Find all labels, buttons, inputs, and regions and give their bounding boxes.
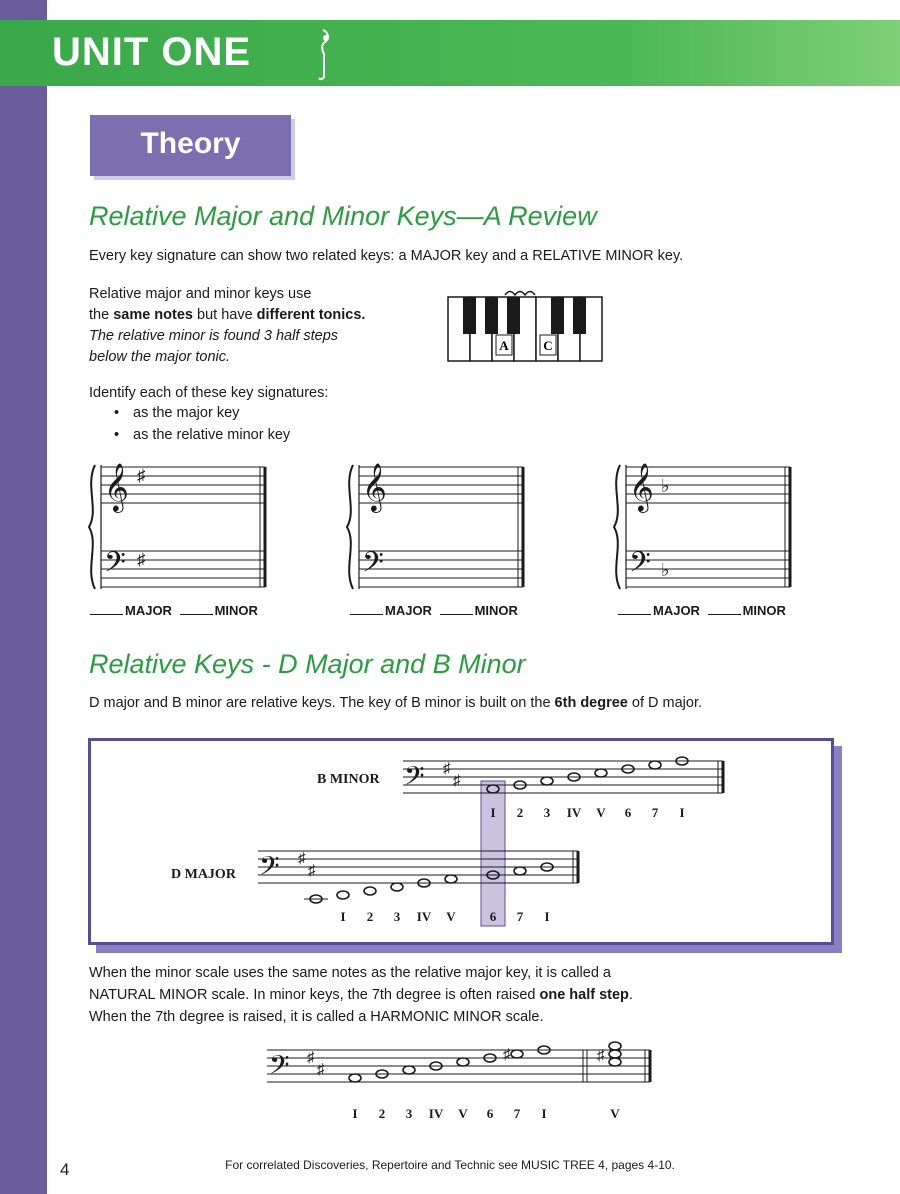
section2-text-pre: D major and B minor are relative keys. The key of B minor is built on the [89,695,555,711]
section2-text-bold: 6th degree [554,695,628,711]
answer-blank-minor-2[interactable] [440,614,473,615]
sharp-bass-1: ♯ [137,550,146,569]
d-major-degree-7: 7 [516,909,524,924]
harmonic-degree-7: 7 [513,1106,521,1121]
b-minor-label: B MINOR [317,772,380,787]
footer-note: For correlated Discoveries, Repertoire and Technic see MUSIC TREE 4, pages 4-10. [225,1158,675,1172]
section3-line1: When the minor scale uses the same notes as the relative major key, it is called a [89,965,611,981]
harmonic-degree-4: IV [428,1106,444,1121]
harmonic-minor-staff [265,1040,665,1125]
answer-labels-1 [90,603,258,618]
section3-line2-post: . [628,987,633,1003]
bullet-minor: • as the relative minor key [133,427,290,443]
flat-treble-3: ♭ [661,476,670,496]
b-minor-degree-6: 6 [624,805,632,820]
d-major-degree-1: I [340,909,346,924]
label-major-1: MAJOR [125,603,172,618]
page-number: 4 [60,1160,70,1179]
b-minor-degree-7: 7 [651,805,659,820]
svg-text:♯: ♯ [317,1062,325,1078]
para-line2-mid: but have [192,307,257,323]
section3-line3: When the 7th degree is raised, it is called a HARMONIC MINOR scale. [89,1009,544,1025]
svg-text:♯: ♯ [453,773,461,789]
label-major-2: MAJOR [385,603,432,618]
relative-scales-box [88,738,834,945]
d-major-degree-8: I [544,909,550,924]
key-signature-staves [85,455,805,600]
b-minor-degree-5: V [596,805,606,820]
section2-text [89,693,702,714]
harmonic-degree-5: V [458,1106,468,1121]
relative-scales-notation [91,741,831,942]
b-minor-degree-2: 2 [516,805,524,820]
identify-instruction: Identify each of these key signatures: [89,385,329,401]
answer-blank-major-2[interactable] [350,614,383,615]
b-minor-degree-3: 3 [543,805,551,820]
music-note-icon [314,28,334,82]
label-minor-2: MINOR [474,603,518,618]
section3-line2 [89,985,633,1006]
svg-text:♯: ♯ [308,863,316,879]
answer-blank-major-3[interactable] [618,614,651,615]
sharp-treble-1: ♯ [137,466,146,485]
section1-heading: Relative Major and Minor Keys—A Review [89,201,597,231]
section3-line2-pre: NATURAL MINOR scale. In minor keys, the 7th degree is often raised [89,987,540,1003]
d-major-degree-3: 3 [393,909,401,924]
answer-blank-minor-1[interactable] [180,614,213,615]
left-purple-sidebar [0,0,47,1194]
svg-text:♯: ♯ [443,761,451,777]
svg-text:𝄢: 𝄢 [404,761,425,797]
harmonic-degree-1: I [352,1106,358,1121]
section2-heading: Relative Keys - D Major and B Minor [89,649,526,679]
para-line2-pre: the [89,307,114,323]
chord-degree-v: V [610,1106,620,1121]
raised-seventh-sharp: ♯ [503,1047,511,1063]
svg-text:♯: ♯ [307,1050,315,1066]
answer-labels-2 [350,603,518,618]
sixth-degree-highlight [481,781,505,926]
label-major-3: MAJOR [653,603,700,618]
section2-text-post: of D major. [627,695,703,711]
d-major-degree-2: 2 [366,909,374,924]
harmonic-degree-8: I [541,1106,547,1121]
para-bold-same-notes: same notes [113,307,193,323]
d-major-degree-5: V [446,909,456,924]
svg-text:𝄢: 𝄢 [259,851,280,887]
keyboard-label-c: C [543,338,553,353]
b-minor-degree-8: I [679,805,685,820]
d-major-degree-6: 6 [489,909,497,924]
theory-label-text: Theory [140,127,241,160]
svg-text:𝄢: 𝄢 [269,1050,290,1086]
label-minor-3: MINOR [742,603,786,618]
label-minor-1: MINOR [214,603,258,618]
chord-sharp: ♯ [597,1048,605,1064]
keyboard-illustration [447,285,607,365]
section1-intro: Every key signature can show two related keys: a MAJOR key and a RELATIVE MINOR key. [89,248,684,264]
flat-bass-3: ♭ [661,560,670,580]
answer-labels-3 [618,603,786,618]
para-line3: The relative minor is found 3 half steps [89,328,339,344]
answer-blank-major-1[interactable] [90,614,123,615]
unit-title: UNIT ONE [52,30,252,74]
answer-blank-minor-3[interactable] [708,614,741,615]
para-line1: Relative major and minor keys use [89,286,312,302]
harmonic-degree-3: 3 [405,1106,413,1121]
para-line4: below the major tonic. [89,349,231,365]
d-major-degree-4: IV [416,909,432,924]
harmonic-degree-2: 2 [378,1106,386,1121]
theory-section-label [90,115,291,176]
d-major-label: D MAJOR [171,867,236,882]
svg-text:♯: ♯ [298,851,306,867]
bullet-major: • as the major key [133,405,239,421]
b-minor-degree-1: I [490,805,496,820]
section3-line2-bold: one half step [539,987,629,1003]
para-bold-different-tonics: different tonics. [256,307,366,323]
para-line2 [89,305,365,326]
harmonic-degree-6: 6 [486,1106,494,1121]
keyboard-label-a: A [499,338,509,353]
b-minor-degree-4: IV [566,805,582,820]
